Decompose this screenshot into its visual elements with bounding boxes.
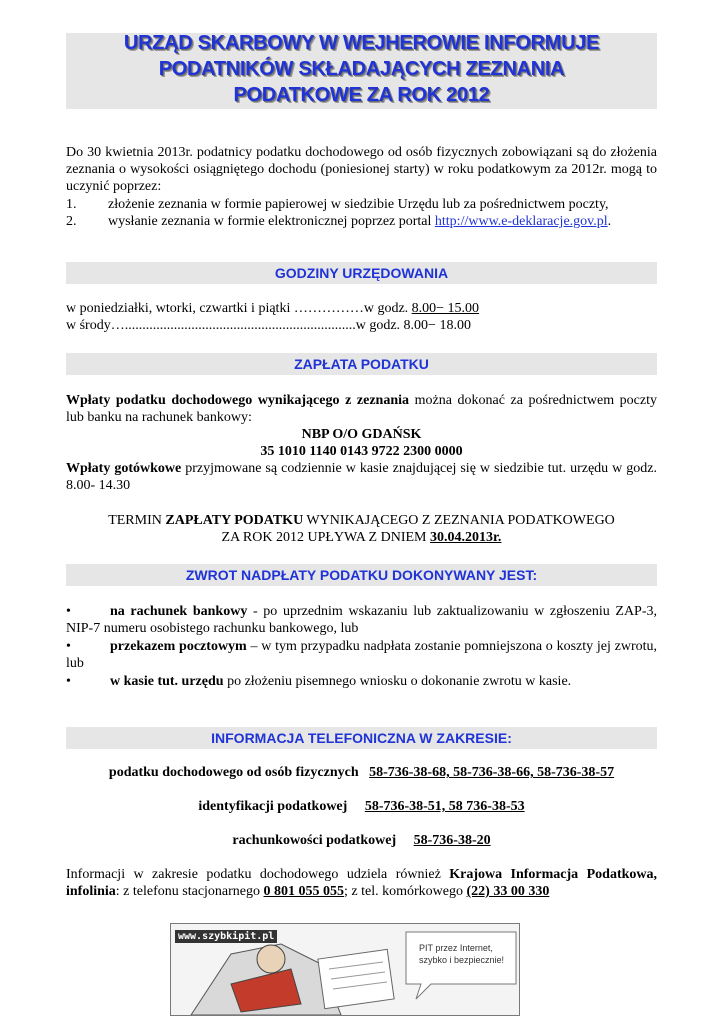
refund-bold: na rachunek bankowy bbox=[110, 604, 248, 619]
intro-paragraph: Do 30 kwietnia 2013r. podatnicy podatku dochodowego od osób fizycznych zobowiązani są do złożenia zeznania o wysokości osiągniętego dochodu (poniesionej starty) w roku podatkowym za 2012r. mogą to uczynić poprzez: bbox=[66, 145, 657, 194]
bullet: • bbox=[66, 674, 71, 689]
banner-slogan: PIT przez Internet, szybko i bezpiecznie! bbox=[419, 943, 505, 965]
phone-row-income-tax bbox=[66, 765, 657, 781]
hours-line-1 bbox=[66, 300, 657, 317]
phone-label: podatku dochodowego od osób fizycznych bbox=[108, 765, 370, 780]
deadline-line-1 bbox=[66, 512, 657, 529]
kip-text: Informacji w zakresie podatku dochodowego udziela również bbox=[66, 867, 450, 882]
list-number: 2. bbox=[66, 214, 77, 229]
szybkipit-banner[interactable] bbox=[170, 923, 520, 1016]
bank-name: NBP O/O GDAŃSK bbox=[301, 427, 422, 442]
hours-line-2: w środy…..................................................................w godz. 8.00− 18.00 bbox=[66, 318, 471, 333]
page-title bbox=[66, 30, 657, 108]
refund-text: po złożeniu pisemnego wniosku o dokonanie zwrotu w kasie. bbox=[223, 674, 572, 689]
refund-bold: przekazem pocztowym bbox=[110, 639, 247, 654]
phone-number[interactable]: 58-736-38-51, 58 736-38-53 bbox=[364, 799, 525, 814]
cash-text: przyjmowane są codziennie w kasie znajdującej się w siedzibie tut. urzędu w godz. 8.00- 14.30 bbox=[66, 461, 657, 493]
refund-bold: w kasie tut. urzędu bbox=[110, 674, 224, 689]
refund-bullet-1 bbox=[66, 603, 657, 637]
deadline-date: 30.04.2013r. bbox=[430, 530, 502, 545]
kip-text: : z telefonu stacjonarnego bbox=[115, 884, 264, 899]
deadline-text-c: WYNIKAJĄCEGO Z ZEZNANIA PODATKOWEGO bbox=[303, 513, 615, 528]
list-text: wysłanie zeznania w formie elektronicznej poprzez portal bbox=[108, 214, 435, 229]
payment-deadline bbox=[66, 512, 657, 546]
kip-landline[interactable]: 0 801 055 055 bbox=[263, 884, 345, 899]
phone-heading: INFORMACJA TELEFONICZNA W ZAKRESIE: bbox=[66, 727, 657, 749]
intro-list-item-1 bbox=[66, 196, 657, 213]
refund-text: - po uprzednim wskazaniu lub zaktualizowaniu w zgłoszeniu ZAP-3, NIP-7 numeru osobistego rachunku bankowego, lub bbox=[66, 604, 657, 636]
phone-label: identyfikacji podatkowej bbox=[198, 799, 365, 814]
title-line-2: PODATNIKÓW SKŁADAJĄCYCH ZEZNANIA bbox=[158, 58, 565, 80]
deadline-text-2: ZA ROK 2012 UPŁYWA Z DNIEM bbox=[221, 530, 430, 545]
banner-illustration-icon bbox=[171, 924, 519, 1015]
title-line-1: URZĄD SKARBOWY W WEJHEROWIE INFORMUJE bbox=[123, 32, 600, 54]
kip-paragraph bbox=[66, 866, 657, 900]
hours-heading: GODZINY URZĘDOWANIA bbox=[66, 262, 657, 284]
payment-bold-text: Wpłaty podatku dochodowego wynikającego z zeznania bbox=[66, 393, 409, 408]
e-deklaracje-link[interactable]: http://www.e-deklaracje.gov.pl bbox=[434, 214, 608, 229]
phone-number[interactable]: 58-736-38-68, 58-736-38-66, 58-736-38-57 bbox=[369, 765, 615, 780]
hours-time: 8.00− 15.00 bbox=[411, 301, 480, 316]
bullet: • bbox=[66, 639, 71, 654]
payment-paragraph-2 bbox=[66, 460, 657, 494]
kip-text: ; z tel. komórkowego bbox=[344, 884, 467, 899]
refund-bullet-3 bbox=[66, 673, 657, 690]
hours-label: w poniedziałki, wtorki, czwartki i piątki ……………w godz. bbox=[66, 301, 412, 316]
deadline-bold: ZAPŁATY PODATKU bbox=[165, 513, 304, 528]
refund-bullet-2 bbox=[66, 638, 657, 672]
list-text-end: . bbox=[607, 214, 612, 229]
refund-text: – w tym przypadku nadpłata zostanie pomniejszona o koszty jej zwrotu, lub bbox=[66, 639, 658, 671]
payment-text: można dokonać za pośrednictwem poczty lub banku na rachunek bankowy: bbox=[66, 393, 657, 425]
deadline-line-2 bbox=[66, 529, 657, 546]
phone-number[interactable]: 58-736-38-20 bbox=[413, 833, 491, 848]
banner-url: www.szybkipit.pl bbox=[175, 930, 277, 943]
phone-row-identification bbox=[66, 799, 657, 815]
deadline-text-a: TERMIN bbox=[108, 513, 166, 528]
kip-mobile[interactable]: (22) 33 00 330 bbox=[466, 884, 550, 899]
kip-bold: Krajowa Informacja Podatkowa, infolinia bbox=[66, 867, 658, 899]
title-line-3: PODATKOWE ZA ROK 2012 bbox=[233, 84, 490, 106]
phone-label: rachunkowości podatkowej bbox=[232, 833, 414, 848]
list-number: 1. bbox=[66, 197, 77, 212]
bank-account: 35 1010 1140 0143 9722 2300 0000 bbox=[260, 444, 463, 459]
payment-paragraph-1 bbox=[66, 392, 657, 426]
intro-list-item-2 bbox=[66, 213, 657, 230]
payment-heading: ZAPŁATA PODATKU bbox=[66, 353, 657, 375]
refund-heading: ZWROT NADPŁATY PODATKU DOKONYWANY JEST: bbox=[66, 564, 657, 586]
bullet: • bbox=[66, 604, 71, 619]
list-text: złożenie zeznania w formie papierowej w siedzibie Urzędu lub za pośrednictwem poczty, bbox=[108, 197, 609, 212]
cash-bold-text: Wpłaty gotówkowe bbox=[66, 461, 182, 476]
phone-row-accounting bbox=[66, 833, 657, 849]
